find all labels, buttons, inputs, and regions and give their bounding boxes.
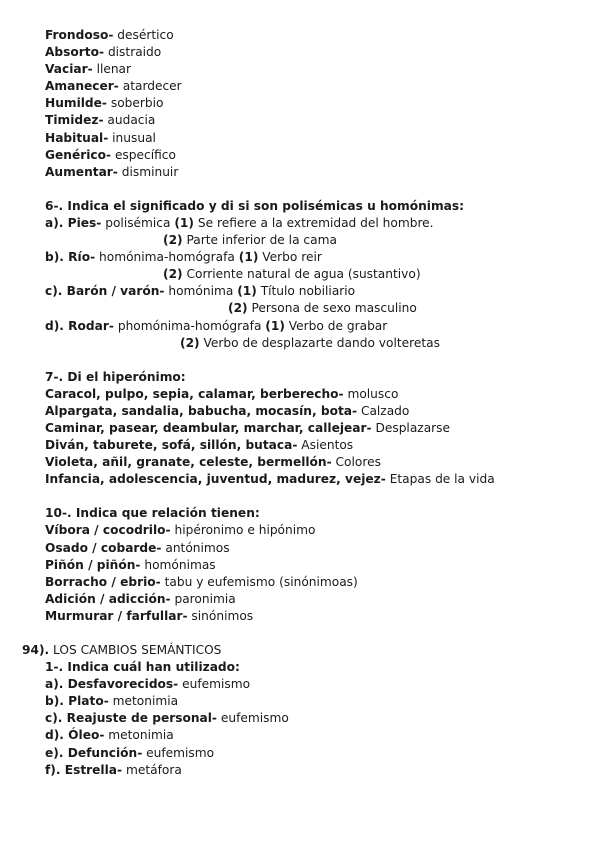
list-item [0, 78, 600, 95]
item-words: Alpargata, sandalia, babucha, mocasín, bota- [45, 403, 358, 418]
meaning-text: Corriente natural de agua (sustantivo) [186, 267, 421, 282]
item-kind: homónima [168, 284, 234, 299]
exercise-title: 10-. Indica que relación tienen: [45, 506, 260, 521]
exercise-6 [0, 198, 600, 352]
item-words: Caminar, pasear, deambular, marchar, callejear- [45, 420, 372, 435]
answer: Calzado [360, 403, 410, 418]
answer: tabu y eufemismo (sinónimoas) [164, 574, 358, 589]
list-item [0, 283, 600, 300]
meaning-text: Parte inferior de la cama [186, 233, 337, 248]
answer: desértico [117, 28, 174, 42]
list-item [0, 44, 600, 61]
meaning-number: (1) [238, 250, 259, 265]
meaning-number: (2) [163, 267, 183, 282]
item-words: Osado / cobarde- [45, 540, 162, 555]
term: Amanecer- [45, 79, 119, 94]
meaning-number: (1) [265, 318, 285, 333]
spacer [0, 181, 600, 198]
list-item [0, 318, 600, 335]
list-item [0, 676, 600, 693]
answer: sinónimos [191, 608, 254, 623]
answer: metonimia [112, 694, 179, 709]
list-item [0, 112, 600, 129]
list-item [0, 249, 600, 266]
answer: llenar [96, 62, 132, 77]
item-label: b). Río- [45, 250, 96, 265]
item-label: e). Defunción- [45, 745, 143, 760]
term: Humilde- [45, 96, 107, 111]
meaning-text: Se refiere a la extremidad del hombre. [197, 215, 434, 230]
answer: eufemismo [182, 677, 251, 692]
item-words: Murmurar / farfullar- [45, 608, 188, 623]
meaning-number: (2) [163, 233, 183, 248]
list-item [0, 745, 600, 762]
section-94 [0, 642, 600, 779]
antonym-list [0, 27, 600, 181]
meaning-text: Persona de sexo masculino [251, 301, 417, 316]
item-label: a). Pies- [45, 215, 102, 230]
answer: soberbio [110, 96, 164, 111]
list-item [0, 608, 600, 625]
answer: inusual [112, 130, 156, 145]
exercise-7 [0, 369, 600, 489]
term: Genérico- [45, 147, 112, 162]
answer: eufemismo [220, 711, 289, 726]
list-item [0, 335, 600, 352]
list-item [0, 403, 600, 420]
item-label: c). Reajuste de personal- [45, 711, 217, 726]
meaning-number: (1) [174, 215, 194, 230]
answer: Colores [335, 455, 381, 470]
exercise-title: 1-. Indica cuál han utilizado: [45, 660, 240, 675]
answer: antónimos [165, 540, 230, 555]
answer: metáfora [125, 762, 182, 777]
answer: hipéronimo e hipónimo [174, 523, 316, 538]
list-item [0, 762, 600, 779]
item-label: d). Rodar- [45, 318, 114, 333]
answer: Etapas de la vida [389, 472, 495, 487]
meaning-number: (1) [237, 284, 257, 299]
list-item [0, 130, 600, 147]
answer: atardecer [122, 79, 182, 94]
exercise-10 [0, 505, 600, 625]
list-item [0, 386, 600, 403]
item-label: d). Óleo- [45, 728, 105, 743]
spacer [0, 625, 600, 642]
item-kind: homónima-homógrafa [99, 250, 235, 265]
list-item [0, 693, 600, 710]
answer: homónimas [144, 557, 216, 572]
item-words: Adición / adicción- [45, 591, 171, 606]
meaning-text: Verbo reir [262, 250, 322, 265]
spacer [0, 488, 600, 505]
list-item [0, 300, 600, 317]
list-item [0, 710, 600, 727]
meaning-number: (2) [228, 301, 248, 316]
item-label: b). Plato- [45, 694, 109, 709]
list-item [0, 420, 600, 437]
answer: distraido [107, 45, 162, 60]
term: Absorto- [45, 45, 105, 60]
list-item [0, 727, 600, 744]
item-words: Piñón / piñón- [45, 557, 141, 572]
list-item [0, 574, 600, 591]
item-label: f). Estrella- [45, 762, 123, 777]
meaning-text: Verbo de desplazarte dando volteretas [203, 335, 440, 350]
term: Timidez- [45, 113, 104, 128]
list-item [0, 61, 600, 78]
answer: paronimia [174, 591, 236, 606]
list-item [0, 471, 600, 488]
item-label: a). Desfavorecidos- [45, 677, 179, 692]
answer: audacia [107, 113, 156, 128]
item-words: Caracol, pulpo, sepia, calamar, berberecho- [45, 386, 344, 401]
list-item [0, 591, 600, 608]
answer: Desplazarse [375, 420, 451, 435]
answer: disminuir [121, 164, 179, 179]
term: Aumentar- [45, 164, 118, 179]
item-label: c). Barón / varón- [45, 284, 165, 299]
list-item [0, 95, 600, 112]
list-item [0, 522, 600, 539]
item-words: Infancia, adolescencia, juventud, madurez, vejez- [45, 472, 386, 487]
meaning-text: Título nobiliario [260, 284, 356, 299]
list-item [0, 232, 600, 249]
term: Habitual- [45, 130, 109, 145]
list-item [0, 437, 600, 454]
meaning-text: Verbo de grabar [288, 318, 388, 333]
answer: eufemismo [146, 745, 215, 760]
item-words: Diván, taburete, sofá, sillón, butaca- [45, 438, 298, 453]
meaning-number: (2) [180, 335, 200, 350]
list-item [0, 164, 600, 181]
answer: metonimia [108, 728, 174, 743]
item-kind: phomónima-homógrafa [117, 318, 262, 333]
list-item [0, 215, 600, 232]
list-item [0, 557, 600, 574]
list-item [0, 266, 600, 283]
section-number: 94). [22, 643, 50, 657]
section-heading [0, 642, 600, 659]
spacer [0, 352, 600, 369]
list-item [0, 454, 600, 471]
item-words: Víbora / cocodrilo- [45, 523, 171, 538]
item-words: Violeta, añil, granate, celeste, bermellón- [45, 455, 332, 470]
section-title: LOS CAMBIOS SEMÁNTICOS [53, 643, 222, 657]
answer: Asientos [301, 438, 354, 453]
exercise-title: 7-. Di el hiperónimo: [45, 369, 186, 384]
list-item [0, 27, 600, 44]
item-words: Borracho / ebrio- [45, 574, 161, 589]
list-item [0, 540, 600, 557]
term: Frondoso- [45, 28, 114, 42]
item-kind: polisémica [105, 215, 171, 230]
answer: específico [114, 147, 176, 162]
answer: molusco [347, 386, 399, 401]
term: Vaciar- [45, 62, 93, 77]
exercise-title: 6-. Indica el significado y di si son polisémicas u homónimas: [45, 198, 465, 213]
list-item [0, 147, 600, 164]
